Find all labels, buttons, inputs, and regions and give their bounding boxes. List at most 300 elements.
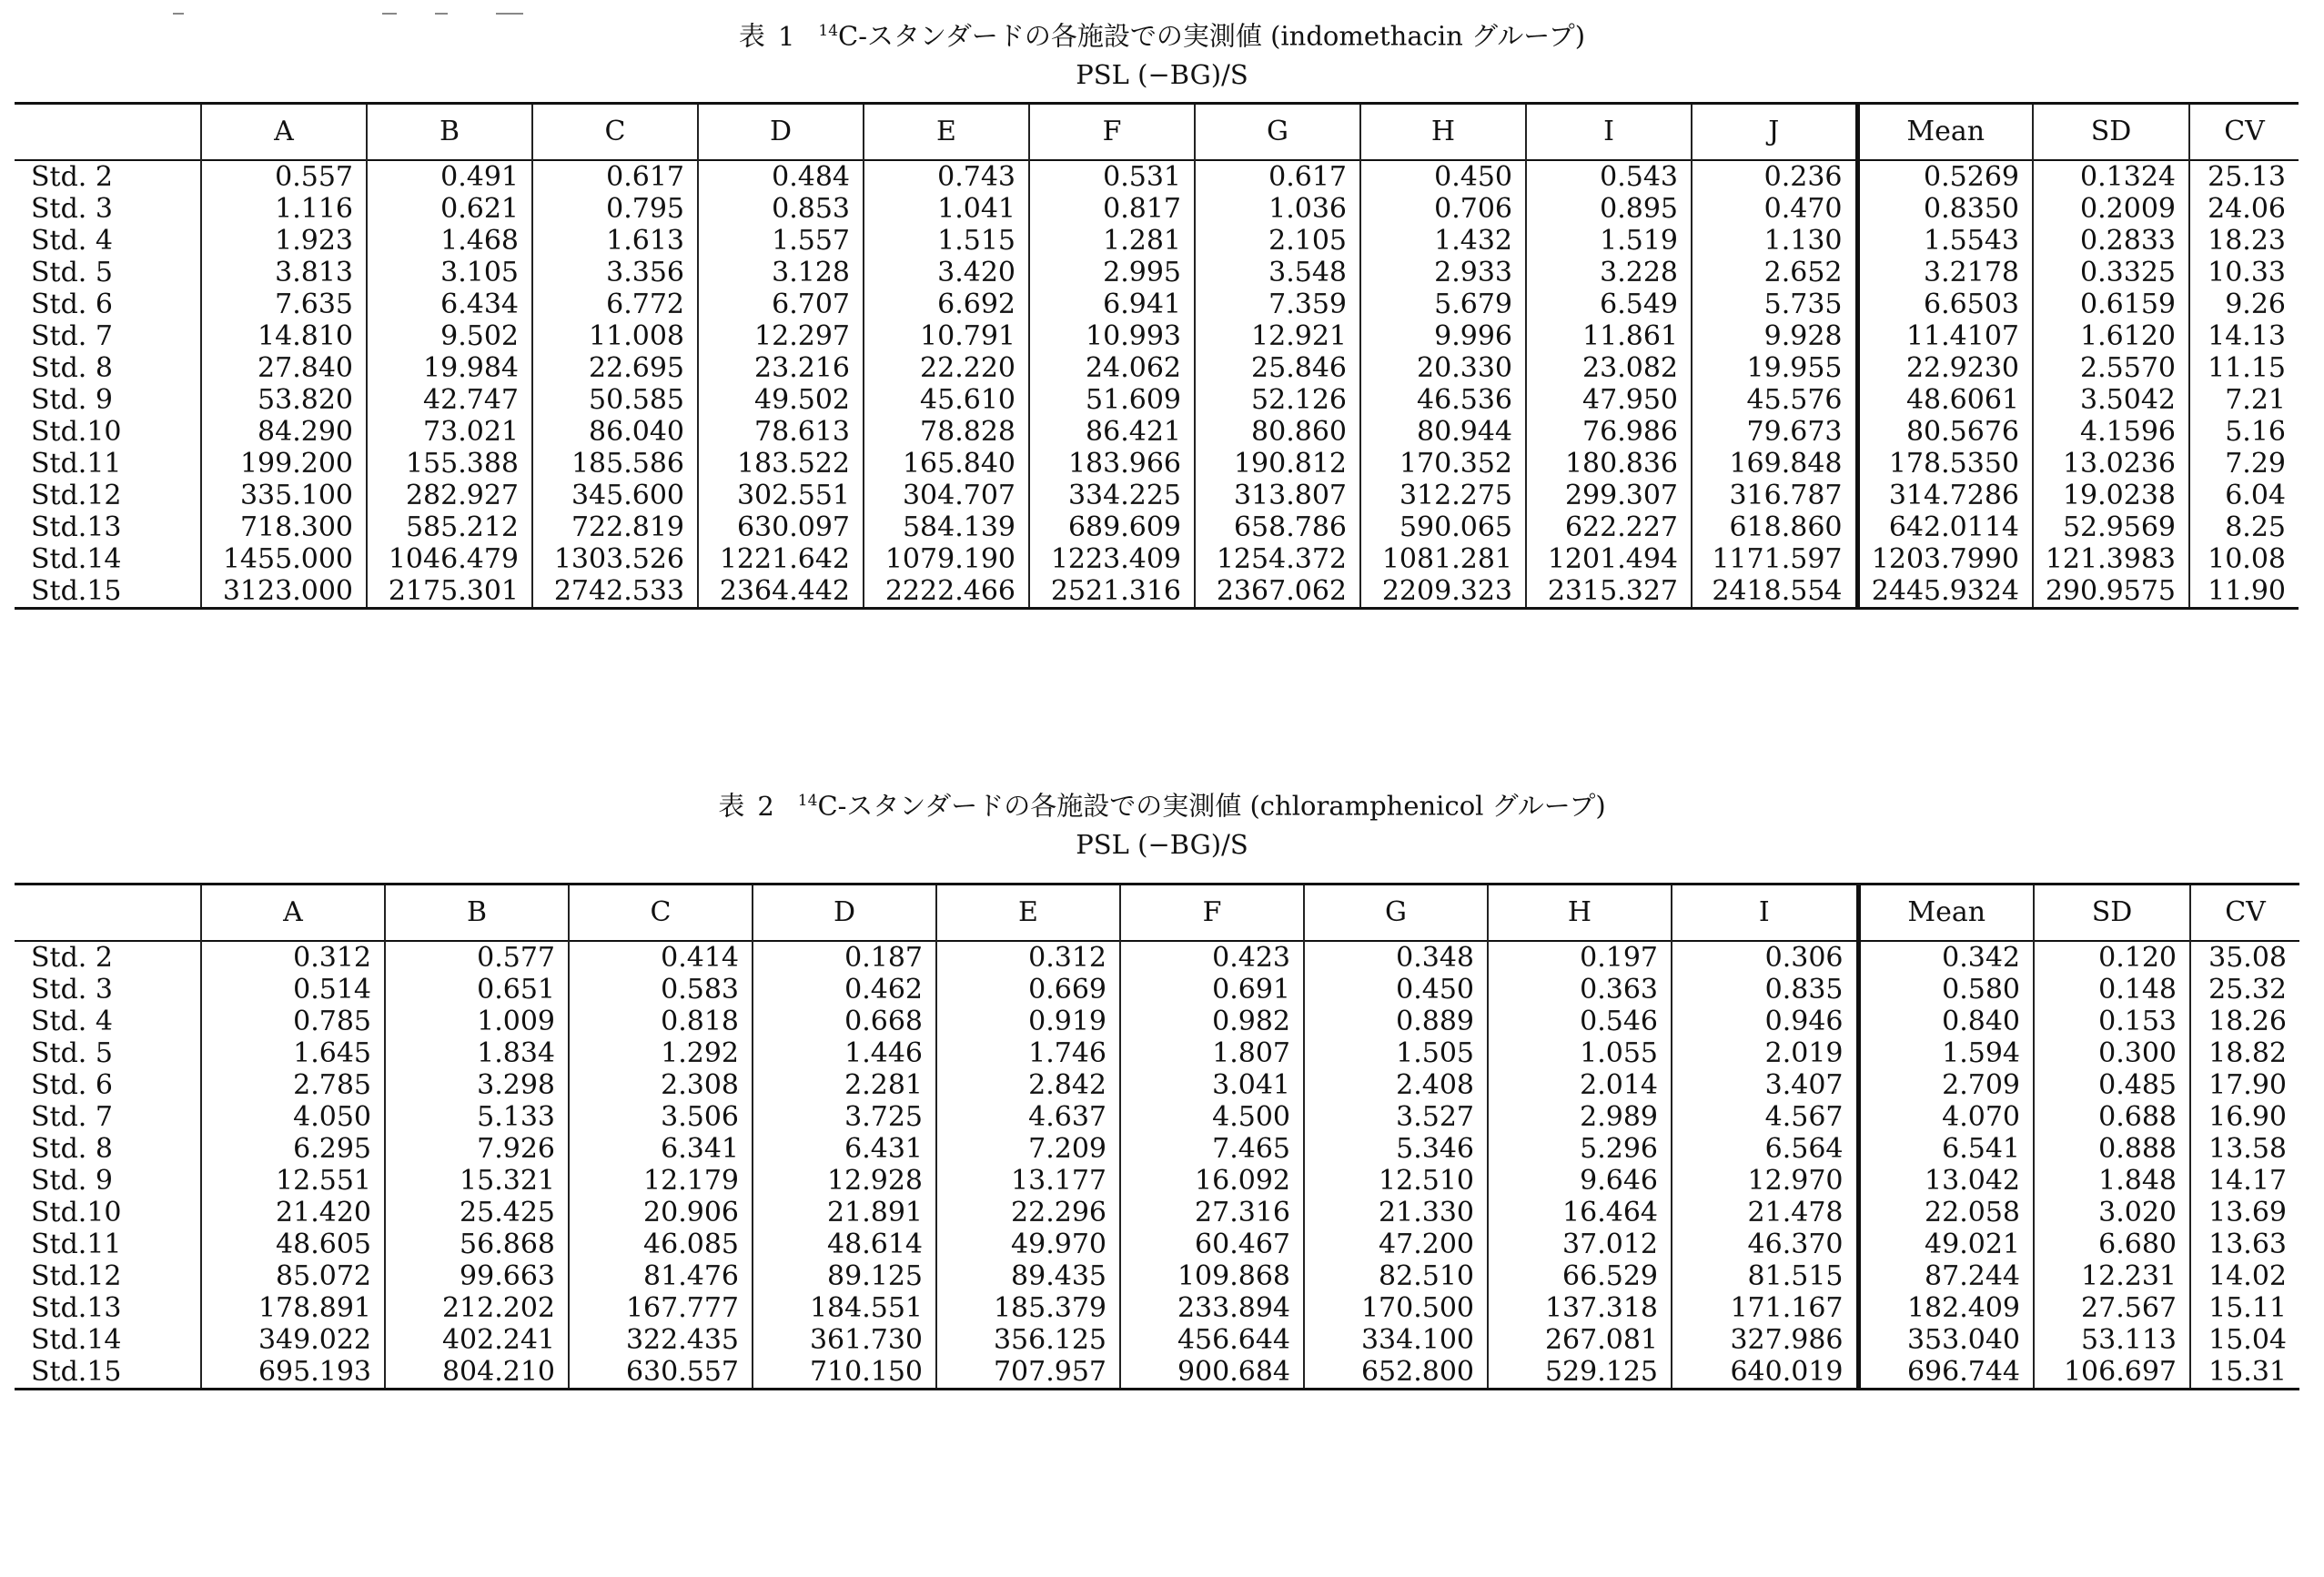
cell-b: 585.212 [367, 511, 532, 543]
column-header-f: F [1029, 104, 1195, 160]
cell-d: 0.668 [753, 1006, 936, 1037]
cell-h: 5.296 [1488, 1133, 1672, 1165]
cell-a: 349.022 [201, 1324, 385, 1356]
cell-a: 85.072 [201, 1260, 385, 1292]
cell-d: 0.853 [698, 193, 864, 225]
column-header-c: C [532, 104, 698, 160]
cell-mean: 49.021 [1858, 1228, 2034, 1260]
cell-g: 0.450 [1304, 974, 1488, 1006]
cell-sd: 0.2833 [2033, 225, 2189, 257]
cell-cv: 5.16 [2189, 416, 2299, 448]
column-header-j: J [1692, 104, 1857, 160]
cell-d: 3.725 [753, 1101, 936, 1133]
cell-d: 0.484 [698, 160, 864, 193]
cell-h: 0.363 [1488, 974, 1672, 1006]
cell-e: 1.515 [864, 225, 1029, 257]
cell-c: 11.008 [532, 320, 698, 352]
table-row [15, 384, 2299, 416]
cell-e: 0.919 [936, 1006, 1120, 1037]
row-label: Std. 8 [31, 1132, 113, 1165]
cell-d: 302.551 [698, 480, 864, 511]
table-row [15, 511, 2299, 543]
cell-e: 0.743 [864, 160, 1029, 193]
cell-cv: 18.23 [2189, 225, 2299, 257]
cell-c: 46.085 [569, 1228, 753, 1260]
cell-h: 312.275 [1360, 480, 1526, 511]
caption-number: 2 [757, 790, 774, 822]
cell-f: 0.423 [1120, 941, 1304, 974]
cell-d: 1.446 [753, 1037, 936, 1069]
row-label: Std.15 [31, 1355, 122, 1388]
cell-h: 0.546 [1488, 1006, 1672, 1037]
cell-b: 99.663 [385, 1260, 569, 1292]
cell-h: 529.125 [1488, 1356, 1672, 1390]
cell-mean: 22.058 [1858, 1197, 2034, 1228]
cell-sd: 0.6159 [2033, 288, 2189, 320]
cell-c: 322.435 [569, 1324, 753, 1356]
cell-b: 15.321 [385, 1165, 569, 1197]
cell-c: 20.906 [569, 1197, 753, 1228]
cell-a: 0.557 [201, 160, 367, 193]
cell-b: 0.651 [385, 974, 569, 1006]
table1 [15, 102, 2299, 610]
cell-sd: 2.5570 [2033, 352, 2189, 384]
cell-sd: 3.020 [2034, 1197, 2190, 1228]
cell-a: 21.420 [201, 1197, 385, 1228]
cell-g: 47.200 [1304, 1228, 1488, 1260]
cell-h: 0.197 [1488, 941, 1672, 974]
cell-c: 50.585 [532, 384, 698, 416]
cell-c: 185.586 [532, 448, 698, 480]
cell-b: 56.868 [385, 1228, 569, 1260]
cell-b: 5.133 [385, 1101, 569, 1133]
cell-mean: 314.7286 [1857, 480, 2033, 511]
table-row [15, 288, 2299, 320]
cell-d: 49.502 [698, 384, 864, 416]
cell-b: 804.210 [385, 1356, 569, 1390]
cell-g: 2.408 [1304, 1069, 1488, 1101]
cell-i: 2.019 [1672, 1037, 1858, 1069]
cell-d: 710.150 [753, 1356, 936, 1390]
cell-f: 16.092 [1120, 1165, 1304, 1197]
caption-label: 表 [738, 20, 765, 52]
column-header-e: E [864, 104, 1029, 160]
cell-i: 0.835 [1672, 974, 1858, 1006]
cell-e: 13.177 [936, 1165, 1120, 1197]
cell-a: 1.645 [201, 1037, 385, 1069]
cell-b: 1.468 [367, 225, 532, 257]
cell-e: 584.139 [864, 511, 1029, 543]
cell-f: 7.465 [1120, 1133, 1304, 1165]
cell-mean: 6.541 [1858, 1133, 2034, 1165]
cell-f: 1.281 [1029, 225, 1195, 257]
cell-sd: 0.1324 [2033, 160, 2189, 193]
table-row [15, 1228, 2299, 1260]
cell-e: 185.379 [936, 1292, 1120, 1324]
cell-a: 1.923 [201, 225, 367, 257]
row-label: Std. 9 [31, 383, 113, 416]
table-row [15, 941, 2299, 974]
cell-f: 10.993 [1029, 320, 1195, 352]
cell-sd: 0.300 [2034, 1037, 2190, 1069]
cell-h: 46.536 [1360, 384, 1526, 416]
cell-h: 2.014 [1488, 1069, 1672, 1101]
cell-b: 0.577 [385, 941, 569, 974]
cell-i: 76.986 [1526, 416, 1692, 448]
cell-a: 199.200 [201, 448, 367, 480]
cell-c: 167.777 [569, 1292, 753, 1324]
column-header-sd: SD [2034, 885, 2190, 941]
cell-mean: 696.744 [1858, 1356, 2034, 1390]
cell-b: 1046.479 [367, 543, 532, 575]
cell-d: 21.891 [753, 1197, 936, 1228]
column-header-a: A [201, 885, 385, 941]
cell-f: 3.041 [1120, 1069, 1304, 1101]
cell-b: 282.927 [367, 480, 532, 511]
cell-i: 0.306 [1672, 941, 1858, 974]
cell-i: 0.946 [1672, 1006, 1858, 1037]
cell-c: 81.476 [569, 1260, 753, 1292]
cell-h: 20.330 [1360, 352, 1526, 384]
cell-mean: 48.6061 [1857, 384, 2033, 416]
cell-c: 2.308 [569, 1069, 753, 1101]
cell-g: 5.346 [1304, 1133, 1488, 1165]
cell-c: 0.414 [569, 941, 753, 974]
cell-sd: 27.567 [2034, 1292, 2190, 1324]
cell-f: 0.817 [1029, 193, 1195, 225]
caption-label: 表 [718, 790, 745, 822]
table-row [15, 480, 2299, 511]
cell-g: 12.921 [1195, 320, 1360, 352]
cell-a: 718.300 [201, 511, 367, 543]
cell-mean: 4.070 [1858, 1101, 2034, 1133]
table-header-row [15, 104, 2299, 160]
cell-d: 2364.442 [698, 575, 864, 609]
table-row [15, 1006, 2299, 1037]
table2 [15, 883, 2299, 1390]
cell-b: 155.388 [367, 448, 532, 480]
caption-superscript: 14 [797, 792, 818, 810]
cell-f: 2521.316 [1029, 575, 1195, 609]
column-header-i: I [1526, 104, 1692, 160]
caption-superscript: 14 [818, 22, 839, 40]
cell-a: 14.810 [201, 320, 367, 352]
cell-sd: 53.113 [2034, 1324, 2190, 1356]
cell-g: 313.807 [1195, 480, 1360, 511]
row-label: Std. 9 [31, 1164, 113, 1197]
cell-a: 84.290 [201, 416, 367, 448]
row-label: Std.14 [31, 1323, 122, 1356]
cell-f: 456.644 [1120, 1324, 1304, 1356]
cell-c: 630.557 [569, 1356, 753, 1390]
table-row [15, 193, 2299, 225]
cell-f: 0.982 [1120, 1006, 1304, 1037]
cell-g: 52.126 [1195, 384, 1360, 416]
cell-h: 37.012 [1488, 1228, 1672, 1260]
cell-mean: 1.594 [1858, 1037, 2034, 1069]
cell-mean: 3.2178 [1857, 257, 2033, 288]
cell-e: 22.296 [936, 1197, 1120, 1228]
cell-f: 1.807 [1120, 1037, 1304, 1069]
cell-cv: 17.90 [2190, 1069, 2299, 1101]
row-label: Std. 4 [31, 1005, 113, 1037]
cell-e: 45.610 [864, 384, 1029, 416]
cell-g: 82.510 [1304, 1260, 1488, 1292]
cell-e: 6.692 [864, 288, 1029, 320]
header-corner [15, 104, 201, 160]
cell-c: 1.292 [569, 1037, 753, 1069]
cell-j: 1.130 [1692, 225, 1857, 257]
row-label: Std. 4 [31, 224, 113, 257]
row-label: Std. 2 [31, 160, 113, 193]
cell-c: 2742.533 [532, 575, 698, 609]
column-header-d: D [698, 104, 864, 160]
cell-d: 0.462 [753, 974, 936, 1006]
cell-mean: 0.5269 [1857, 160, 2033, 193]
cell-g: 1.036 [1195, 193, 1360, 225]
cell-cv: 15.31 [2190, 1356, 2299, 1390]
cell-f: 86.421 [1029, 416, 1195, 448]
caption-number: 1 [777, 20, 795, 52]
cell-f: 51.609 [1029, 384, 1195, 416]
cell-cv: 18.82 [2190, 1037, 2299, 1069]
cell-d: 2.281 [753, 1069, 936, 1101]
cell-d: 89.125 [753, 1260, 936, 1292]
column-header-mean: Mean [1857, 104, 2033, 160]
cell-e: 7.209 [936, 1133, 1120, 1165]
cell-h: 16.464 [1488, 1197, 1672, 1228]
column-header-b: B [367, 104, 532, 160]
cell-sd: 12.231 [2034, 1260, 2190, 1292]
row-label: Std. 7 [31, 319, 113, 352]
cell-f: 6.941 [1029, 288, 1195, 320]
cell-i: 12.970 [1672, 1165, 1858, 1197]
cell-cv: 13.69 [2190, 1197, 2299, 1228]
cell-mean: 0.580 [1858, 974, 2034, 1006]
cell-d: 6.431 [753, 1133, 936, 1165]
column-header-cv: CV [2190, 885, 2299, 941]
table-row [15, 1260, 2299, 1292]
column-header-h: H [1360, 104, 1526, 160]
cell-mean: 0.840 [1858, 1006, 2034, 1037]
cell-j: 9.928 [1692, 320, 1857, 352]
cell-e: 1.041 [864, 193, 1029, 225]
cell-i: 2315.327 [1526, 575, 1692, 609]
row-label: Std. 5 [31, 256, 113, 288]
cell-sd: 13.0236 [2033, 448, 2189, 480]
cell-cv: 25.13 [2189, 160, 2299, 193]
cell-sd: 0.120 [2034, 941, 2190, 974]
cell-f: 0.531 [1029, 160, 1195, 193]
cell-a: 7.635 [201, 288, 367, 320]
cell-sd: 0.688 [2034, 1101, 2190, 1133]
cell-cv: 14.13 [2189, 320, 2299, 352]
cell-a: 4.050 [201, 1101, 385, 1133]
table-header-row [15, 885, 2299, 941]
cell-sd: 3.5042 [2033, 384, 2189, 416]
cell-g: 170.500 [1304, 1292, 1488, 1324]
column-header-f: F [1120, 885, 1304, 941]
cell-mean: 353.040 [1858, 1324, 2034, 1356]
cell-d: 630.097 [698, 511, 864, 543]
cell-a: 0.785 [201, 1006, 385, 1037]
cell-f: 1223.409 [1029, 543, 1195, 575]
cell-f: 27.316 [1120, 1197, 1304, 1228]
cell-j: 0.470 [1692, 193, 1857, 225]
cell-j: 169.848 [1692, 448, 1857, 480]
cell-f: 60.467 [1120, 1228, 1304, 1260]
cell-h: 1.432 [1360, 225, 1526, 257]
cell-d: 23.216 [698, 352, 864, 384]
cell-c: 3.356 [532, 257, 698, 288]
cell-c: 0.617 [532, 160, 698, 193]
row-label: Std. 8 [31, 351, 113, 384]
cell-cv: 24.06 [2189, 193, 2299, 225]
cell-sd: 1.6120 [2033, 320, 2189, 352]
cell-j: 2418.554 [1692, 575, 1857, 609]
cell-a: 695.193 [201, 1356, 385, 1390]
cell-i: 4.567 [1672, 1101, 1858, 1133]
cell-f: 2.995 [1029, 257, 1195, 288]
cell-h: 9.996 [1360, 320, 1526, 352]
column-header-mean: Mean [1858, 885, 2034, 941]
cell-e: 1.746 [936, 1037, 1120, 1069]
cell-j: 2.652 [1692, 257, 1857, 288]
cell-h: 2209.323 [1360, 575, 1526, 609]
cell-e: 22.220 [864, 352, 1029, 384]
table1-caption [0, 15, 2324, 53]
cell-g: 80.860 [1195, 416, 1360, 448]
row-label: Std.10 [31, 415, 122, 448]
cell-f: 334.225 [1029, 480, 1195, 511]
cell-e: 89.435 [936, 1260, 1120, 1292]
cell-a: 1455.000 [201, 543, 367, 575]
cell-h: 170.352 [1360, 448, 1526, 480]
cell-g: 0.348 [1304, 941, 1488, 974]
cell-h: 2.989 [1488, 1101, 1672, 1133]
cell-mean: 182.409 [1858, 1292, 2034, 1324]
cell-e: 2222.466 [864, 575, 1029, 609]
cell-mean: 13.042 [1858, 1165, 2034, 1197]
cell-a: 0.514 [201, 974, 385, 1006]
row-label: Std. 6 [31, 1068, 113, 1101]
cell-e: 0.312 [936, 941, 1120, 974]
cell-c: 0.583 [569, 974, 753, 1006]
row-label: Std. 7 [31, 1100, 113, 1133]
cell-g: 7.359 [1195, 288, 1360, 320]
cell-h: 66.529 [1488, 1260, 1672, 1292]
cell-sd: 106.697 [2034, 1356, 2190, 1390]
cell-d: 361.730 [753, 1324, 936, 1356]
table-row [15, 974, 2299, 1006]
cell-e: 2.842 [936, 1069, 1120, 1101]
cell-f: 24.062 [1029, 352, 1195, 384]
cell-b: 3.298 [385, 1069, 569, 1101]
row-label: Std. 3 [31, 973, 113, 1006]
cell-mean: 80.5676 [1857, 416, 2033, 448]
cell-i: 3.228 [1526, 257, 1692, 288]
cell-i: 299.307 [1526, 480, 1692, 511]
cell-mean: 2.709 [1858, 1069, 2034, 1101]
cell-g: 1254.372 [1195, 543, 1360, 575]
cell-i: 171.167 [1672, 1292, 1858, 1324]
column-header-e: E [936, 885, 1120, 941]
table-row [15, 160, 2299, 193]
cell-h: 0.706 [1360, 193, 1526, 225]
row-label: Std.12 [31, 1259, 122, 1292]
cell-i: 47.950 [1526, 384, 1692, 416]
cell-e: 356.125 [936, 1324, 1120, 1356]
table-row [15, 543, 2299, 575]
cell-e: 304.707 [864, 480, 1029, 511]
table-row [15, 257, 2299, 288]
cell-e: 10.791 [864, 320, 1029, 352]
row-label: Std.13 [31, 1291, 122, 1324]
cell-sd: 1.848 [2034, 1165, 2190, 1197]
cell-mean: 6.6503 [1857, 288, 2033, 320]
table-row [15, 1165, 2299, 1197]
cell-i: 327.986 [1672, 1324, 1858, 1356]
cell-j: 0.236 [1692, 160, 1857, 193]
cell-j: 19.955 [1692, 352, 1857, 384]
cell-d: 6.707 [698, 288, 864, 320]
cell-b: 3.105 [367, 257, 532, 288]
cell-b: 73.021 [367, 416, 532, 448]
cell-d: 78.613 [698, 416, 864, 448]
cell-g: 12.510 [1304, 1165, 1488, 1197]
cell-j: 316.787 [1692, 480, 1857, 511]
table-row [15, 448, 2299, 480]
column-header-cv: CV [2189, 104, 2299, 160]
cell-i: 1201.494 [1526, 543, 1692, 575]
cell-h: 2.933 [1360, 257, 1526, 288]
column-header-c: C [569, 885, 753, 941]
cell-g: 21.330 [1304, 1197, 1488, 1228]
cell-d: 0.187 [753, 941, 936, 974]
cell-sd: 0.485 [2034, 1069, 2190, 1101]
cell-f: 109.868 [1120, 1260, 1304, 1292]
cell-cv: 13.58 [2190, 1133, 2299, 1165]
cell-c: 22.695 [532, 352, 698, 384]
cell-sd: 0.2009 [2033, 193, 2189, 225]
table-row [15, 1197, 2299, 1228]
cell-f: 233.894 [1120, 1292, 1304, 1324]
column-header-h: H [1488, 885, 1672, 941]
cell-e: 49.970 [936, 1228, 1120, 1260]
cell-g: 3.548 [1195, 257, 1360, 288]
cell-b: 212.202 [385, 1292, 569, 1324]
column-header-g: G [1304, 885, 1488, 941]
cell-sd: 0.3325 [2033, 257, 2189, 288]
cell-j: 1171.597 [1692, 543, 1857, 575]
cell-h: 590.065 [1360, 511, 1526, 543]
cell-i: 81.515 [1672, 1260, 1858, 1292]
cell-mean: 0.342 [1858, 941, 2034, 974]
header-corner [15, 885, 201, 941]
cell-e: 1079.190 [864, 543, 1029, 575]
row-label: Std. 2 [31, 941, 113, 974]
cell-i: 640.019 [1672, 1356, 1858, 1390]
cell-b: 1.834 [385, 1037, 569, 1069]
column-header-d: D [753, 885, 936, 941]
row-label: Std.13 [31, 511, 122, 543]
table-row [15, 1101, 2299, 1133]
cell-b: 402.241 [385, 1324, 569, 1356]
cell-c: 0.795 [532, 193, 698, 225]
cell-g: 190.812 [1195, 448, 1360, 480]
cell-b: 1.009 [385, 1006, 569, 1037]
table-row [15, 1292, 2299, 1324]
